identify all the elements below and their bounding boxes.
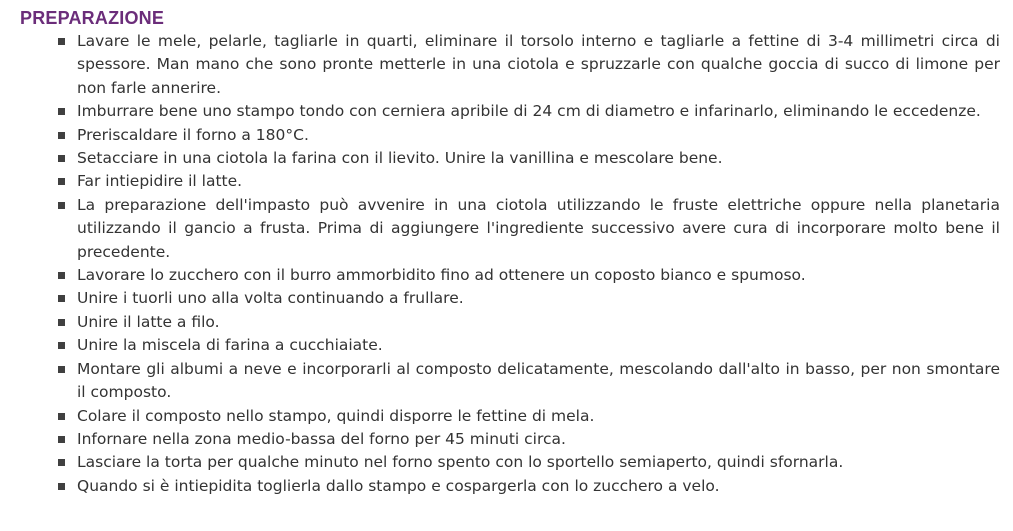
square-bullet-icon bbox=[58, 132, 65, 139]
list-item bbox=[58, 124, 1000, 147]
list-item bbox=[58, 100, 1000, 123]
section-heading: PREPARAZIONE bbox=[20, 8, 165, 28]
square-bullet-icon bbox=[58, 342, 65, 349]
step-text: Quando si è intiepidita toglierla dallo stampo e cospargerla con lo zucchero a velo. bbox=[77, 476, 720, 495]
list-item bbox=[58, 451, 1000, 474]
square-bullet-icon bbox=[58, 436, 65, 443]
recipe-preparation-section bbox=[20, 6, 1000, 498]
square-bullet-icon bbox=[58, 459, 65, 466]
step-text: Preriscaldare il forno a 180°C. bbox=[77, 125, 309, 144]
step-text: Colare il composto nello stampo, quindi disporre le fettine di mela. bbox=[77, 406, 595, 425]
step-text: Lasciare la torta per qualche minuto nel forno spento con lo sportello semiaperto, quindi sfornarla. bbox=[77, 453, 844, 472]
step-text: Unire i tuorli uno alla volta continuando a frullare. bbox=[77, 289, 464, 308]
list-item bbox=[58, 428, 1000, 451]
steps-list bbox=[20, 30, 1000, 498]
list-item bbox=[58, 264, 1000, 287]
step-text: Setacciare in una ciotola la farina con il lievito. Unire la vanillina e mescolare bene. bbox=[77, 149, 723, 168]
step-text: La preparazione dell'impasto può avvenire in una ciotola utilizzando le fruste elettriche oppure nella planetaria utilizzando il gancio a frusta. Prima di aggiungere l'ingrediente successivo avere cura di incorporare molto bene il precedente. bbox=[77, 195, 1000, 261]
square-bullet-icon bbox=[58, 295, 65, 302]
step-text: Imburrare bene uno stampo tondo con cerniera apribile di 24 cm di diametro e infarinarlo, eliminando le eccedenze. bbox=[77, 102, 981, 121]
square-bullet-icon bbox=[58, 38, 65, 45]
square-bullet-icon bbox=[58, 413, 65, 420]
list-item bbox=[58, 287, 1000, 310]
step-text: Unire la miscela di farina a cucchiaiate. bbox=[77, 336, 383, 355]
list-item bbox=[58, 475, 1000, 498]
square-bullet-icon bbox=[58, 366, 65, 373]
square-bullet-icon bbox=[58, 178, 65, 185]
list-item bbox=[58, 405, 1000, 428]
list-item bbox=[58, 334, 1000, 357]
list-item bbox=[58, 30, 1000, 100]
square-bullet-icon bbox=[58, 202, 65, 209]
square-bullet-icon bbox=[58, 155, 65, 162]
list-item bbox=[58, 194, 1000, 264]
step-text: Montare gli albumi a neve e incorporarli al composto delicatamente, mescolando dall'alto in basso, per non smontare il composto. bbox=[77, 359, 1000, 402]
square-bullet-icon bbox=[58, 108, 65, 115]
square-bullet-icon bbox=[58, 483, 65, 490]
step-text: Unire il latte a filo. bbox=[77, 312, 220, 331]
list-item bbox=[58, 311, 1000, 334]
step-text: Lavorare lo zucchero con il burro ammorbidito fino ad ottenere un coposto bianco e spumoso. bbox=[77, 266, 806, 285]
step-text: Far intiepidire il latte. bbox=[77, 172, 243, 191]
list-item bbox=[58, 170, 1000, 193]
list-item bbox=[58, 147, 1000, 170]
step-text: Infornare nella zona medio-bassa del forno per 45 minuti circa. bbox=[77, 429, 566, 448]
step-text: Lavare le mele, pelarle, tagliarle in quarti, eliminare il torsolo interno e tagliarle a fettine di 3-4 millimetri circa di spessore. Man mano che sono pronte metterle in una ciotola e spruzzarle con qualche goccia di succo di limone per non farle annerire. bbox=[77, 32, 1000, 97]
list-item bbox=[58, 358, 1000, 405]
square-bullet-icon bbox=[58, 272, 65, 279]
square-bullet-icon bbox=[58, 319, 65, 326]
